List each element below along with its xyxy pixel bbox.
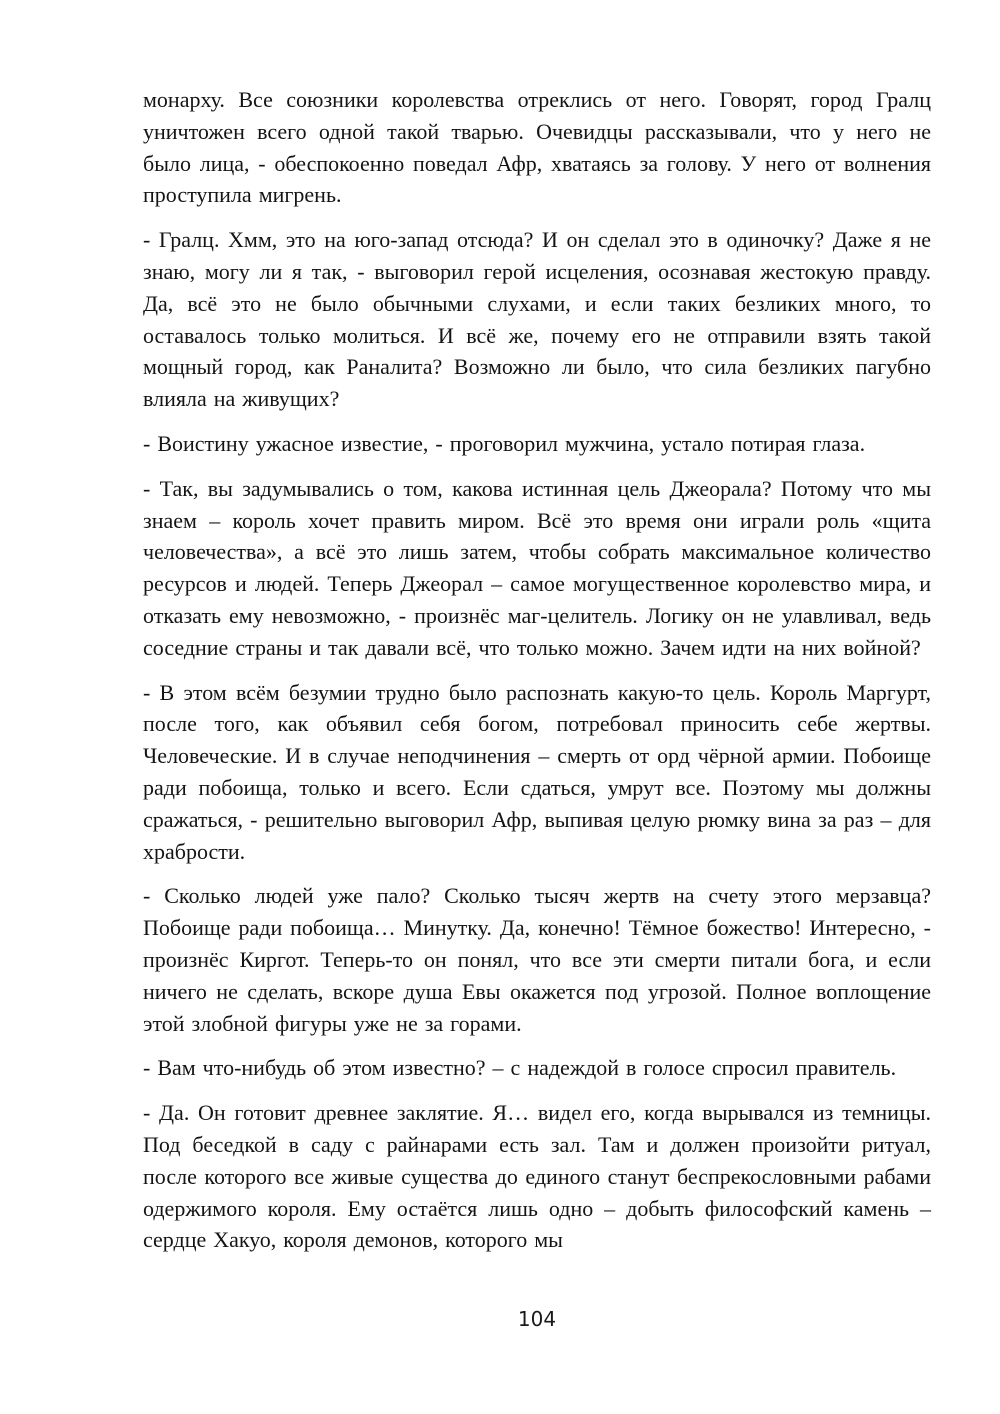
page-number: 104 — [517, 1307, 557, 1331]
paragraph: - Так, вы задумывались о том, какова истинная цель Джеорала? Потому что мы знаем – король хочет править миром. Всё это время они играли роль «щита человечества», а всё это лишь затем, чтобы собрать максимальное количество ресурсов и людей. Теперь Джеорал – самое могущественное королевство мира, и отказать ему невозможно, - произнёс маг-целитель. Логику он не улавливал, ведь соседние страны и так давали всё, что только можно. Зачем идти на них войной? — [143, 475, 931, 660]
paragraph: монарху. Все союзники королевства отреклись от него. Говорят, город Гралц уничтожен всего одной такой тварью. Очевидцы рассказывали, что у него не было лица, - обеспокоенно поведал Афр, хватаясь за голову. У него от волнения проступила мигрень. — [143, 87, 931, 208]
paragraph: - Вам что-нибудь об этом известно? – с надеждой в голосе спросил правитель. — [143, 1055, 897, 1081]
paragraph: - Да. Он готовит древнее заклятие. Я… видел его, когда вырывался из темницы. Под беседкой в саду с райнарами есть зал. Там и должен произойти ритуал, после которого все живые существа до единого станут беспрекословными рабами одержимого короля. Ему остаётся лишь одно – добыть философский камень – сердце Хакуо, короля демонов, которого мы — [143, 1100, 931, 1253]
paragraph: - Сколько людей уже пало? Сколько тысяч жертв на счету этого мерзавца? Побоище ради побоища… Минутку. Да, конечно! Тёмное божество! Интересно, - произнёс Киргот. Теперь-то он понял, что все эти смерти питали бога, и если ничего не сделать, вскоре душа Евы окажется под угрозой. Полное воплощение этой злобной фигуры уже не за горами. — [143, 883, 931, 1036]
paragraph: - В этом всём безумии трудно было распознать какую-то цель. Король Маргурт, после того, как объявил себя богом, потребовал приносить себе жертвы. Человеческие. И в случае неподчинения – смерть от орд чёрной армии. Побоище ради побоища, только и всего. Если сдаться, умрут все. Поэтому мы должны сражаться, - решительно выговорил Афр, выпивая целую рюмку вина за раз – для храбрости. — [143, 679, 931, 864]
text-block — [143, 84, 931, 1256]
paragraph: - Воистину ужасное известие, - проговорил мужчина, устало потирая глаза. — [143, 430, 866, 456]
paragraph: - Гралц. Хмм, это на юго-запад отсюда? И он сделал это в одиночку? Даже я не знаю, могу ли я так, - выговорил герой исцеления, осознавая жестокую правду. Да, всё это не было обычными слухами, и если таких безликих много, то оставалось только молиться. И всё же, почему его не отправили взять такой мощный город, как Раналита? Возможно ли было, что сила безликих пагубно влияла на живущих? — [143, 227, 931, 412]
